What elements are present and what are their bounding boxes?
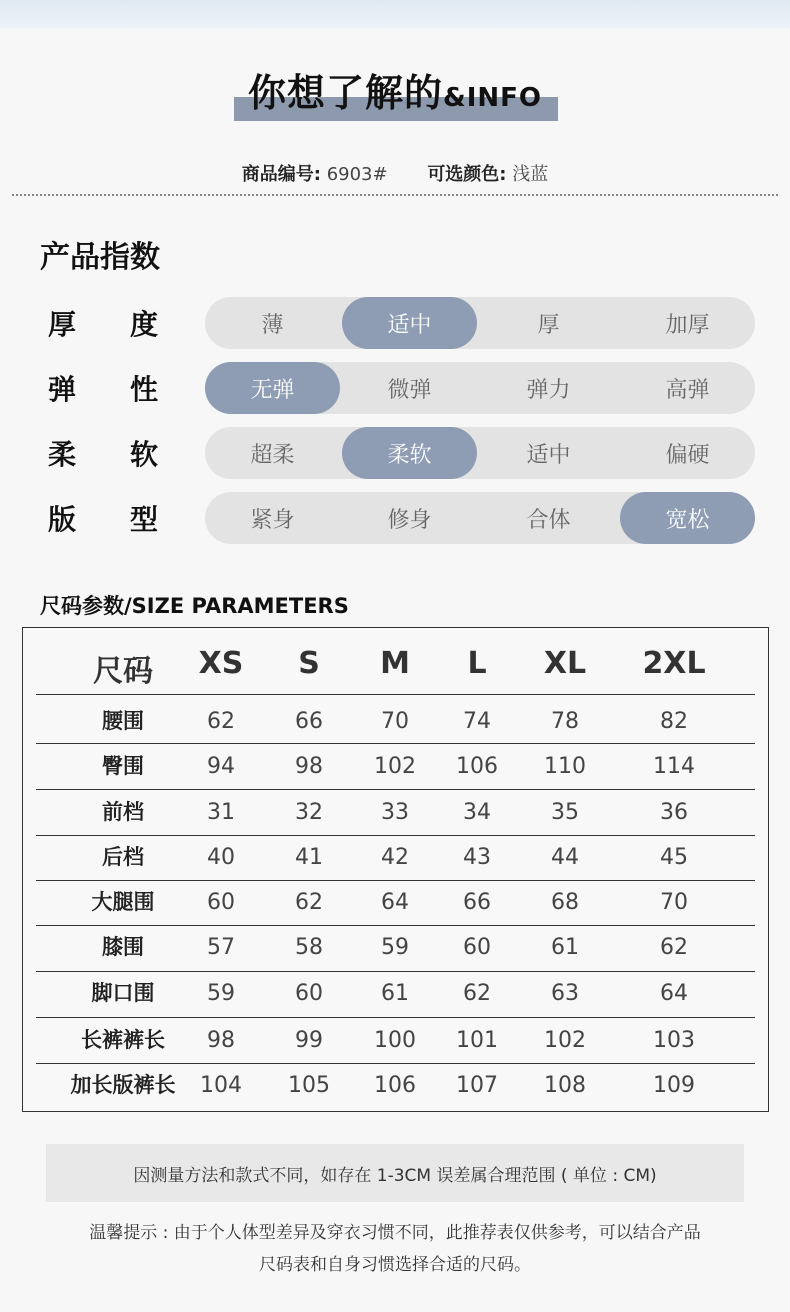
measurement-note: 因测量方法和款式不同，如存在 1-3CM 误差属合理范围 ( 单位 : CM): [46, 1144, 744, 1202]
size-header-cell: 尺码: [93, 654, 153, 689]
size-section-title: 尺码参数/SIZE PARAMETERS: [40, 594, 349, 618]
size-cell: 102: [374, 754, 416, 779]
size-cell: 32: [295, 800, 323, 825]
index-row-label: [48, 303, 158, 343]
title-cn: 你想了解的: [248, 71, 444, 115]
dotted-divider: [12, 194, 778, 196]
size-cell: 114: [653, 754, 695, 779]
index-row-label-char: 厚: [48, 308, 77, 341]
table-row-divider: [36, 880, 755, 881]
size-cell: 100: [374, 1028, 416, 1053]
size-row-label: 腰围: [102, 709, 144, 733]
index-option: 紧身: [250, 507, 295, 533]
size-cell: 62: [207, 709, 235, 734]
size-header-cell: S: [298, 646, 320, 681]
size-cell: 59: [207, 981, 235, 1006]
size-cell: 63: [551, 981, 579, 1006]
top-banner-strip: [0, 0, 790, 28]
product-code-label: 商品编号:: [241, 164, 321, 185]
size-cell: 60: [295, 981, 323, 1006]
index-option: 弹力: [526, 377, 571, 403]
size-cell: 64: [660, 981, 688, 1006]
size-row-label: 长裤裤长: [81, 1028, 165, 1052]
title-en: &INFO: [443, 83, 542, 113]
size-cell: 44: [551, 845, 579, 870]
tip-line-2: 尺码表和自身习惯选择合适的尺码。: [259, 1255, 531, 1275]
size-cell: 108: [544, 1073, 586, 1098]
size-cell: 62: [295, 890, 323, 915]
index-option: 高弹: [665, 377, 710, 403]
size-cell: 58: [295, 935, 323, 960]
size-cell: 31: [207, 800, 235, 825]
index-option: 柔软: [342, 427, 477, 479]
index-row-track: [205, 492, 755, 544]
size-cell: 57: [207, 935, 235, 960]
index-row-track: [205, 297, 755, 349]
index-row-label: [48, 498, 158, 538]
color-value: 浅蓝: [512, 164, 549, 185]
index-row-label-char: 型: [129, 503, 158, 536]
size-cell: 62: [660, 935, 688, 960]
tip-line-1: 温馨提示 : 由于个人体型差异及穿衣习惯不同，此推荐表仅供参考，可以结合产品: [89, 1223, 701, 1243]
size-cell: 41: [295, 845, 323, 870]
size-cell: 103: [653, 1028, 695, 1053]
size-header-cell: 2XL: [642, 646, 706, 681]
index-option: 修身: [387, 507, 432, 533]
index-row-label-char: 柔: [48, 438, 77, 471]
index-option: 微弹: [387, 377, 432, 403]
index-option: 适中: [526, 442, 571, 468]
size-header-cell: XL: [543, 646, 587, 681]
table-row-divider: [36, 789, 755, 790]
size-cell: 107: [456, 1073, 498, 1098]
index-option: 厚: [537, 312, 560, 338]
index-option: 加厚: [665, 312, 710, 338]
index-option: 适中: [342, 297, 477, 349]
size-cell: 66: [463, 890, 491, 915]
index-row-label-char: 弹: [48, 373, 77, 406]
size-cell: 61: [551, 935, 579, 960]
table-row-divider: [36, 1063, 755, 1064]
size-row-label: 加长版裤长: [70, 1073, 176, 1097]
table-row-divider: [36, 925, 755, 926]
size-cell: 102: [544, 1028, 586, 1053]
size-cell: 101: [456, 1028, 498, 1053]
size-row-label: 脚口围: [91, 981, 155, 1005]
table-row-divider: [36, 835, 755, 836]
size-cell: 35: [551, 800, 579, 825]
size-header-cell: M: [380, 646, 410, 681]
index-row-track: [205, 427, 755, 479]
size-cell: 68: [551, 890, 579, 915]
size-cell: 45: [660, 845, 688, 870]
size-row-label: 大腿围: [91, 890, 155, 914]
size-header-cell: L: [467, 646, 487, 681]
size-cell: 74: [463, 709, 491, 734]
index-row-label-char: 度: [129, 308, 158, 341]
size-row-label: 膝围: [102, 935, 144, 959]
size-cell: 106: [456, 754, 498, 779]
size-cell: 106: [374, 1073, 416, 1098]
size-row-label: 臀围: [102, 754, 144, 778]
product-code-value: 6903#: [326, 164, 388, 185]
size-cell: 43: [463, 845, 491, 870]
size-cell: 109: [653, 1073, 695, 1098]
size-cell: 78: [551, 709, 579, 734]
table-row-divider: [36, 971, 755, 972]
size-cell: 98: [295, 754, 323, 779]
size-cell: 42: [381, 845, 409, 870]
index-option: 超柔: [250, 442, 295, 468]
index-row-label: [48, 368, 158, 408]
size-cell: 36: [660, 800, 688, 825]
size-cell: 66: [295, 709, 323, 734]
size-cell: 40: [207, 845, 235, 870]
size-cell: 110: [544, 754, 586, 779]
size-cell: 70: [381, 709, 409, 734]
index-row-track: [205, 362, 755, 414]
size-cell: 62: [463, 981, 491, 1006]
page-title: [0, 62, 790, 117]
index-section-title: 产品指数: [40, 240, 160, 275]
table-row-divider: [36, 743, 755, 744]
size-row-label: 后档: [102, 845, 144, 869]
size-cell: 60: [207, 890, 235, 915]
size-cell: 60: [463, 935, 491, 960]
index-row-label: [48, 433, 158, 473]
index-option: 薄: [261, 312, 284, 338]
size-cell: 64: [381, 890, 409, 915]
index-row-label-char: 软: [129, 438, 158, 471]
size-cell: 34: [463, 800, 491, 825]
size-cell: 94: [207, 754, 235, 779]
size-header-cell: XS: [198, 646, 244, 681]
size-cell: 33: [381, 800, 409, 825]
index-option: 宽松: [620, 492, 755, 544]
index-option: 合体: [526, 507, 571, 533]
table-row-divider: [36, 1017, 755, 1018]
size-cell: 98: [207, 1028, 235, 1053]
size-cell: 99: [295, 1028, 323, 1053]
index-option: 偏硬: [665, 442, 710, 468]
size-cell: 82: [660, 709, 688, 734]
size-row-label: 前档: [102, 800, 144, 824]
index-option: 无弹: [205, 362, 340, 414]
index-row-label-char: 版: [48, 503, 77, 536]
size-cell: 104: [200, 1073, 242, 1098]
product-meta: [0, 160, 790, 186]
color-label: 可选颜色:: [427, 164, 507, 185]
size-cell: 61: [381, 981, 409, 1006]
size-cell: 59: [381, 935, 409, 960]
table-row-divider: [36, 694, 755, 695]
index-row-label-char: 性: [129, 373, 158, 406]
size-cell: 70: [660, 890, 688, 915]
size-cell: 105: [288, 1073, 330, 1098]
